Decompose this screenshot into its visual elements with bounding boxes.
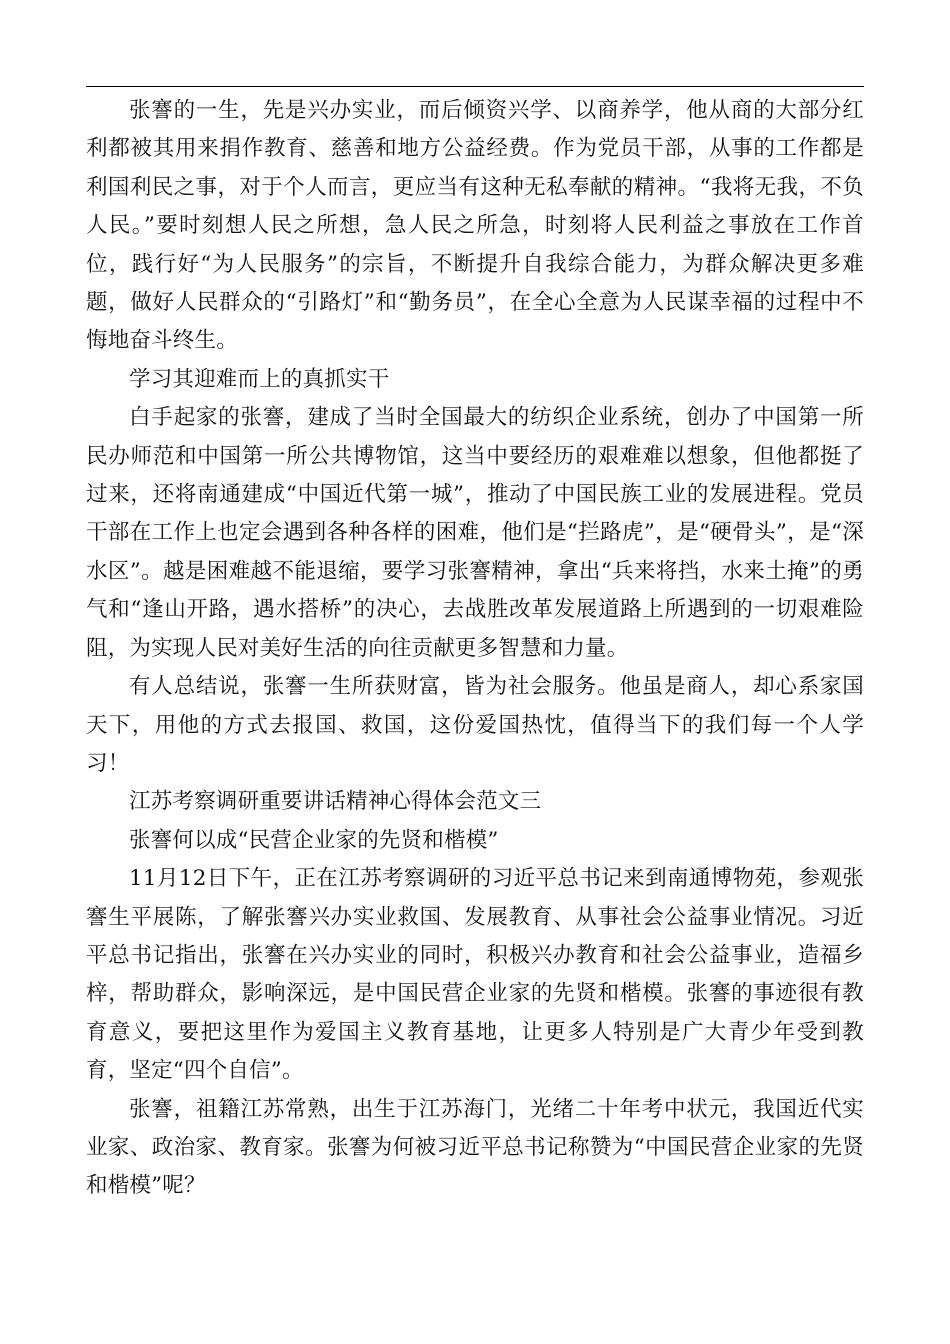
paragraph-selfless-dedication: 张謇的一生，先是兴办实业，而后倾资兴学、以商养学，他从商的大部分红利都被其用来捐作教育、慈善和地方公益经费。作为党员干部，从事的工作都是利国利民之事，对于个人而言，更应当有这种无私奉献的精神。“我将无我，不负人民。”要时刻想人民之所想，急人民之所急，时刻将人民利益之事放在工作首位，践行好“为人民服务”的宗旨，不断提升自我综合能力，为群众解决更多难题，做好人民群众的“引路灯”和“勤务员”，在全心全意为人民谋幸福的过程中不悔地奋斗终生。 [86,98,864,354]
paragraph-patriotism-summary: 有人总结说，张謇一生所获财富，皆为社会服务。他虽是商人，却心系家国天下，用他的方式去报国、救国，这份爱国热忱，值得当下的我们每一个人学习！ [86,674,864,776]
subheading-face-difficulties: 学习其迎难而上的真抓实干 [129,366,390,392]
header-rule [86,86,864,87]
paragraph-overcoming-difficulties: 白手起家的张謇，建成了当时全国最大的纺织企业系统，创办了中国第一所民办师范和中国第一所公共博物馆，这当中要经历的艰难难以想象，但他都挺了过来，还将南通建成“中国近代第一城”，推动了中国民族工业的发展进程。党员干部在工作上也定会遇到各种各样的困难，他们是“拦路虎”，是“硬骨头”，是“深水区”。越是困难越不能退缩，要学习张謇精神，拿出“兵来将挡，水来土掩”的勇气和“逢山开路，遇水搭桥”的决心，去战胜改革发展道路上所遇到的一切艰难险阻，为实现人民对美好生活的向往贡献更多智慧和力量。 [86,405,864,661]
article-title: 张謇何以成“民营企业家的先贤和楷模” [129,827,499,853]
section-title-sample-three: 江苏考察调研重要讲话精神心得体会范文三 [129,789,542,815]
document-body [86,92,864,1206]
paragraph-zhang-jian-biography: 张謇，祖籍江苏常熟，出生于江苏海门，光绪二十年考中状元，我国近代实业家、政治家、教育家。张謇为何被习近平总书记称赞为“中国民营企业家的先贤和楷模”呢？ [86,1096,864,1199]
paragraph-visit-nantong-museum: 11月12日下午，正在江苏考察调研的习近平总书记来到南通博物苑，参观张謇生平展陈，了解张謇兴办实业救国、发展教育、从事社会公益事业情况。习近平总书记指出，张謇在兴办实业的同时，积极兴办教育和社会公益事业，造福乡梓，帮助群众，影响深远，是中国民营企业家的先贤和楷模。张謇的事迹很有教育意义，要把这里作为爱国主义教育基地，让更多人特别是广大青少年受到教育，坚定“四个自信”。 [86,866,864,1084]
